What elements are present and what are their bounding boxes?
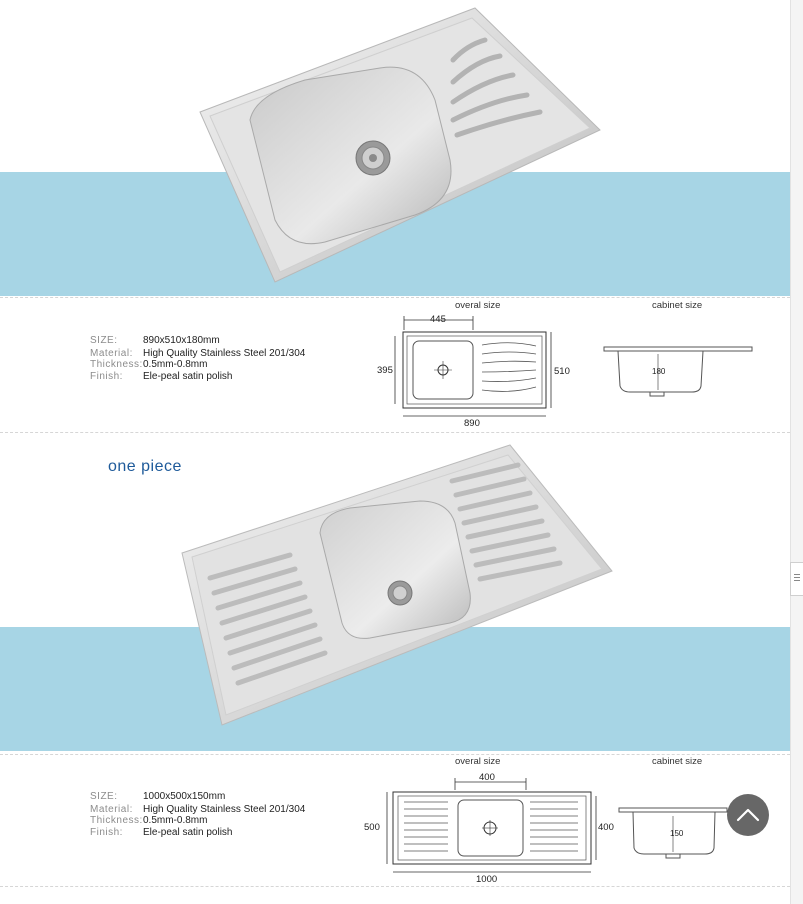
- dim-left: 395: [377, 365, 393, 376]
- overall-drawing-1: [370, 312, 580, 430]
- cabinet-size-title: cabinet size: [652, 756, 703, 767]
- spec-label: Finish:: [90, 371, 123, 382]
- spec-value: Ele-peal satin polish: [143, 371, 233, 382]
- spec-value: High Quality Stainless Steel 201/304: [143, 804, 306, 815]
- overall-size-title: overal size: [455, 300, 501, 311]
- dim-cabinet: 180: [652, 367, 666, 376]
- spec-value: Ele-peal satin polish: [143, 827, 233, 838]
- scroll-grip[interactable]: [790, 562, 803, 596]
- cabinet-size-title: cabinet size: [652, 300, 703, 311]
- divider: [0, 297, 790, 298]
- divider: [0, 886, 790, 887]
- spec-value: 0.5mm-0.8mm: [143, 815, 208, 826]
- spec-value: 0.5mm-0.8mm: [143, 359, 208, 370]
- overall-size-title: overal size: [455, 756, 501, 767]
- spec-value: 890x510x180mm: [143, 335, 220, 346]
- dim-bottom: 890: [464, 418, 480, 429]
- dim-left: 500: [364, 822, 380, 833]
- back-to-top-button[interactable]: [727, 794, 769, 836]
- sink-photo-2: [180, 443, 620, 728]
- overall-drawing-2: [360, 768, 620, 888]
- dim-top: 400: [479, 772, 495, 783]
- spec-label: SIZE:: [90, 335, 118, 346]
- divider: [0, 754, 790, 755]
- specs-2: [90, 791, 350, 839]
- spec-label: Thickness:: [90, 815, 143, 826]
- dim-right: 400: [598, 822, 614, 833]
- cabinet-drawing-2: [615, 802, 735, 864]
- divider: [0, 432, 790, 433]
- dim-cabinet: 150: [670, 829, 684, 838]
- specs-1: [90, 335, 350, 383]
- chevron-up-icon: [727, 794, 769, 836]
- spec-label: Thickness:: [90, 359, 143, 370]
- sink-photo-1: [195, 0, 615, 285]
- scrollbar[interactable]: [790, 0, 803, 904]
- spec-label: Material:: [90, 804, 133, 815]
- dim-bottom: 1000: [476, 874, 498, 885]
- dim-right: 510: [554, 366, 570, 377]
- spec-value: 1000x500x150mm: [143, 791, 226, 802]
- spec-label: Finish:: [90, 827, 123, 838]
- spec-label: Material:: [90, 348, 133, 359]
- section-title: one piece: [108, 458, 182, 475]
- grip-icon: [794, 574, 800, 575]
- spec-label: SIZE:: [90, 791, 118, 802]
- cabinet-drawing-1: [600, 340, 760, 402]
- spec-value: High Quality Stainless Steel 201/304: [143, 348, 306, 359]
- dim-top: 445: [430, 314, 446, 325]
